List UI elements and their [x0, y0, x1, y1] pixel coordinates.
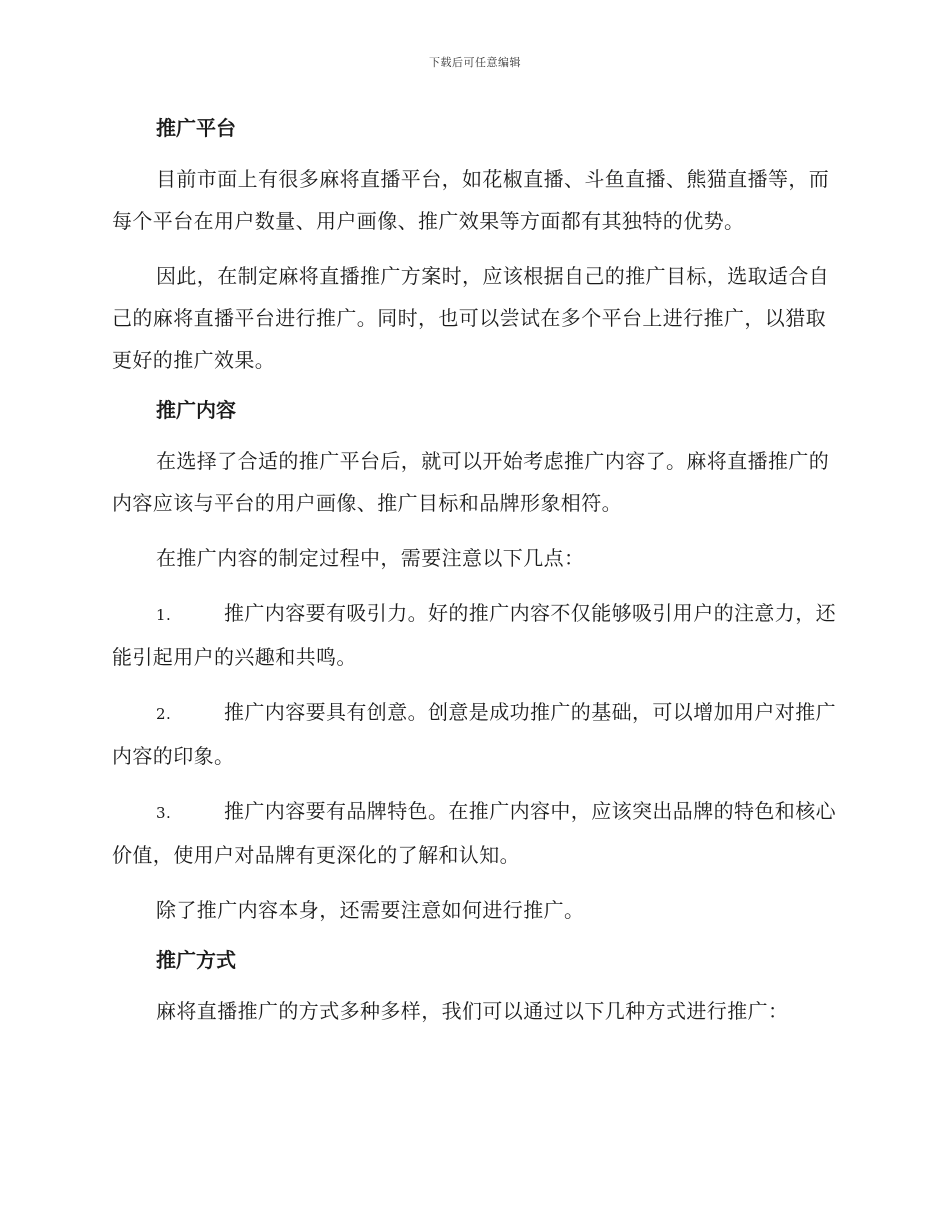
- list-item-text: 推广内容要有品牌特色。在推广内容中，应该突出品牌的特色和核心价值，使用户对品牌有更深化的了解和认知。: [112, 799, 836, 867]
- list-item: [112, 691, 838, 777]
- list-item-text: 推广内容要具有创意。创意是成功推广的基础，可以增加用户对推广内容的印象。: [112, 700, 836, 768]
- list-number: 3.: [156, 804, 172, 822]
- paragraph: 除了推广内容本身，还需要注意如何进行推广。: [156, 898, 585, 922]
- paragraph: 在选择了合适的推广平台后，就可以开始考虑推广内容了。麻将直播推广的内容应该与平台的用户画像、推广目标和品牌形象相符。: [112, 449, 830, 515]
- paragraph: 目前市面上有很多麻将直播平台，如花椒直播、斗鱼直播、熊猫直播等，而每个平台在用户数量、用户画像、推广效果等方面都有其独特的优势。: [112, 167, 830, 233]
- section-heading-platform: 推广平台: [156, 116, 236, 140]
- page-header: 下载后可任意编辑: [429, 56, 521, 69]
- paragraph: 麻将直播推广的方式多种多样，我们可以通过以下几种方式进行推广：: [156, 999, 789, 1023]
- paragraph: 因此，在制定麻将直播推广方案时，应该根据自己的推广目标，选取适合自己的麻将直播平台进行推广。同时，也可以尝试在多个平台上进行推广，以猎取更好的推广效果。: [112, 264, 830, 372]
- list-number: 1.: [156, 606, 172, 624]
- paragraph: 在推广内容的制定过程中，需要注意以下几点：: [156, 546, 585, 570]
- section-heading-content: 推广内容: [156, 398, 236, 422]
- list-item: [112, 790, 838, 876]
- section-heading-method: 推广方式: [156, 948, 236, 972]
- list-item-text: 推广内容要有吸引力。好的推广内容不仅能够吸引用户的注意力，还能引起用户的兴趣和共鸣。: [112, 601, 836, 669]
- list-item: [112, 592, 838, 678]
- list-number: 2.: [156, 705, 172, 723]
- document-body: [112, 112, 838, 1032]
